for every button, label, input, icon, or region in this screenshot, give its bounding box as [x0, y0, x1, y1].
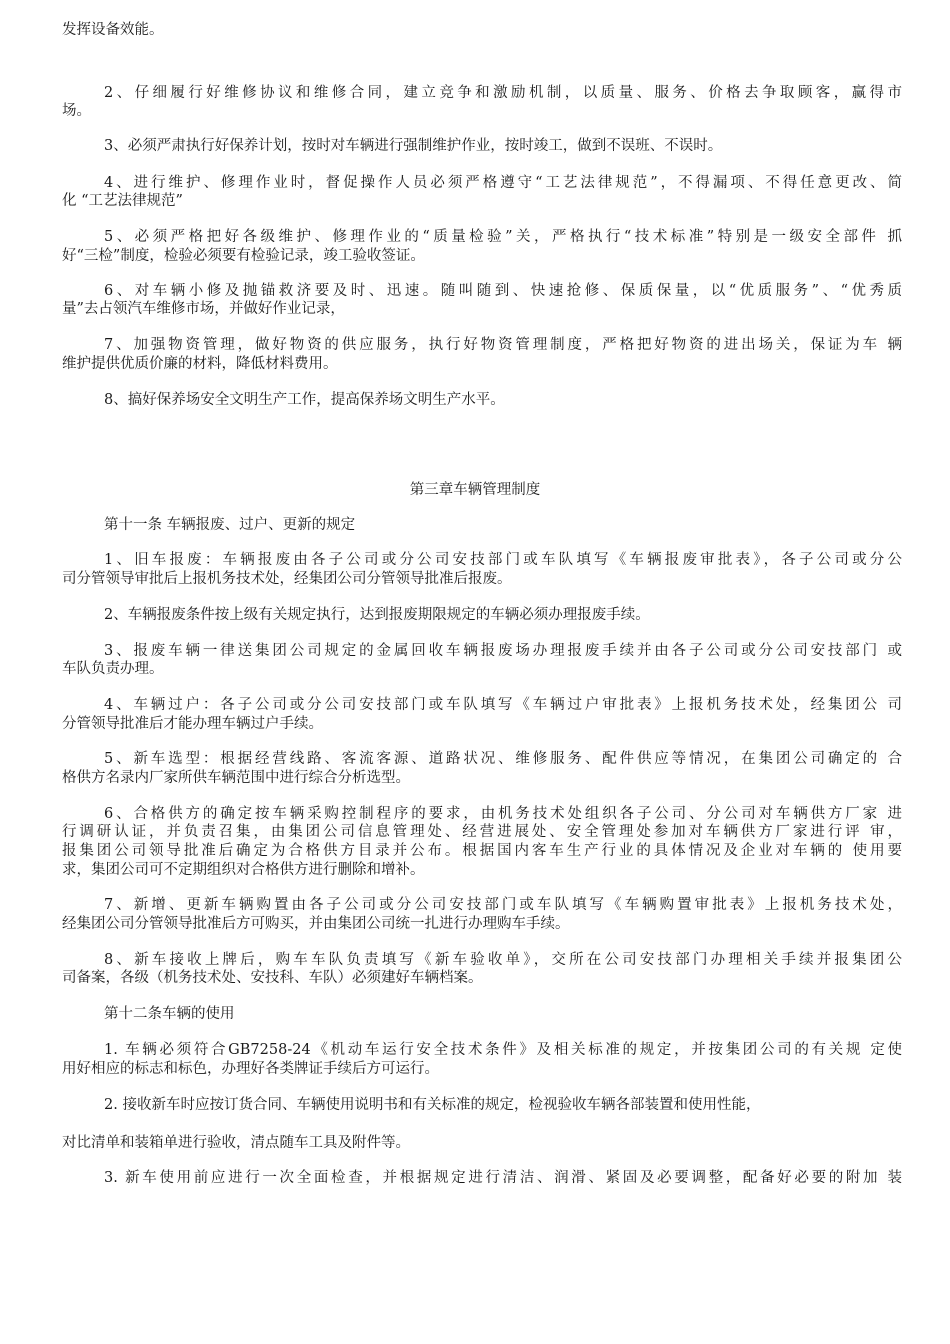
- paragraph-line: 量”去占领汽车维修市场，并做好作业记录，: [62, 301, 345, 317]
- paragraph-line: 格供方名录内厂家所供车辆范围中进行综合分析选型。: [62, 770, 410, 786]
- chapter-title: 第三章车辆管理制度: [409, 482, 541, 498]
- paragraph-line: 分管领导批准后才能办理车辆过户手续。: [62, 716, 323, 732]
- paragraph-line: 8、新车接收上牌后，购车车队负责填写《新车验收单》，交所在公司安技部门办理相关手续并报集团公: [104, 952, 902, 968]
- paragraph-line: 车队负责办理。: [62, 661, 164, 677]
- paragraph-line: 场。: [62, 103, 91, 119]
- paragraph-line: 4、进行维护、修理作业时，督促操作人员必须严格遵守“工艺法律规范”，不得漏项、不得任意更改、简: [104, 175, 902, 191]
- paragraph-line: 5、新车选型：根据经营线路、客流客源、道路状况、维修服务、配件供应等情况，在集团公司确定的 合: [104, 751, 902, 767]
- article-heading: 第十一条 车辆报废、过户、更新的规定: [104, 517, 356, 533]
- paragraph-line: 报集团公司领导批准后确定为合格供方目录并公布。根据国内客车生产行业的具体情况及企业对车辆的 使用要: [62, 843, 902, 859]
- paragraph-line: 3、报废车辆一律送集团公司规定的金属回收车辆报废场办理报废手续并由各子公司或分公司安技部门 或: [104, 643, 902, 659]
- text-line: 发挥设备效能。: [62, 22, 164, 38]
- paragraph-line: 6、合格供方的确定按车辆采购控制程序的要求，由机务技术处组织各子公司、分公司对车辆供方厂家 进: [104, 806, 902, 822]
- paragraph-line: 1、旧车报废：车辆报废由各子公司或分公司安技部门或车队填写《车辆报废审批表》，各子公司或分公: [104, 552, 902, 568]
- paragraph-line: 经集团公司分管领导批准后方可购买，并由集团公司统一扎进行办理购车手续。: [62, 916, 570, 932]
- paragraph-line: 5、必须严格把好各级维护、修理作业的“质量检验”关，严格执行“技术标准”特别是一级安全部件 抓: [104, 229, 902, 245]
- paragraph-line: 4、车辆过户：各子公司或分公司安技部门或车队填写《车辆过户审批表》上报机务技术处，经集团公 司: [104, 697, 902, 713]
- paragraph-line: 求，集团公司可不定期组织对合格供方进行删除和增补。: [62, 862, 425, 878]
- paragraph-line: 好“三检”制度，检验必须要有检验记录，竣工验收签证。: [62, 248, 425, 264]
- paragraph-line: 化 “工艺法律规范”: [62, 193, 183, 209]
- paragraph-line: 2. 接收新车时应按订货合同、车辆使用说明书和有关标准的规定，检视验收车辆各部装置和使用性能，: [104, 1097, 761, 1113]
- paragraph-line: 7、新增、更新车辆购置由各子公司或分公司安技部门或车队填写《车辆购置审批表》上报机务技术处，: [104, 897, 902, 913]
- paragraph-line: 司备案，各级（机务技术处、安技科、车队）必须建好车辆档案。: [62, 970, 483, 986]
- paragraph-line: 7、加强物资管理，做好物资的供应服务，执行好物资管理制度，严格把好物资的进出场关，保证为车 辆: [104, 337, 902, 353]
- paragraph-line: 司分管领导审批后上报机务技术处，经集团公司分管领导批准后报废。: [62, 571, 512, 587]
- paragraph-line: 2、仔细履行好维修协议和维修合同，建立竞争和激励机制，以质量、服务、价格去争取顾客，赢得市: [104, 85, 902, 101]
- paragraph-line: 1. 车辆必须符合GB7258-24《机动车运行安全技术条件》及相关标准的规定，并按集团公司的有关规 定使: [104, 1042, 902, 1058]
- paragraph-line: 8、搞好保养场安全文明生产工作，提高保养场文明生产水平。: [104, 392, 505, 408]
- paragraph-line: 行调研认证，并负责召集，由集团公司信息管理处、经营进展处、安全管理处参加对车辆供方厂家进行评 审，: [62, 824, 902, 840]
- paragraph-line: 维护提供优质价廉的材料，降低材料费用。: [62, 356, 338, 372]
- article-heading: 第十二条车辆的使用: [104, 1006, 235, 1022]
- paragraph-line: 3、必须严肃执行好保养计划，按时对车辆进行强制维护作业，按时竣工，做到不误班、不误时。: [104, 138, 723, 154]
- paragraph-line: 对比清单和装箱单进行验收，清点随车工具及附件等。: [62, 1135, 410, 1151]
- paragraph-line: 用好相应的标志和标色，办理好各类牌证手续后方可运行。: [62, 1061, 439, 1077]
- paragraph-line: 2、车辆报废条件按上级有关规定执行，达到报废期限规定的车辆必须办理报废手续。: [104, 607, 650, 623]
- paragraph-line: 3. 新车使用前应进行一次全面检查，并根据规定进行清洁、润滑、紧固及必要调整，配备好必要的附加 装: [104, 1170, 902, 1186]
- paragraph-line: 6、对车辆小修及抛锚救济要及时、迅速。随叫随到、快速抢修、保质保量，以“优质服务”、“优秀质: [104, 283, 902, 299]
